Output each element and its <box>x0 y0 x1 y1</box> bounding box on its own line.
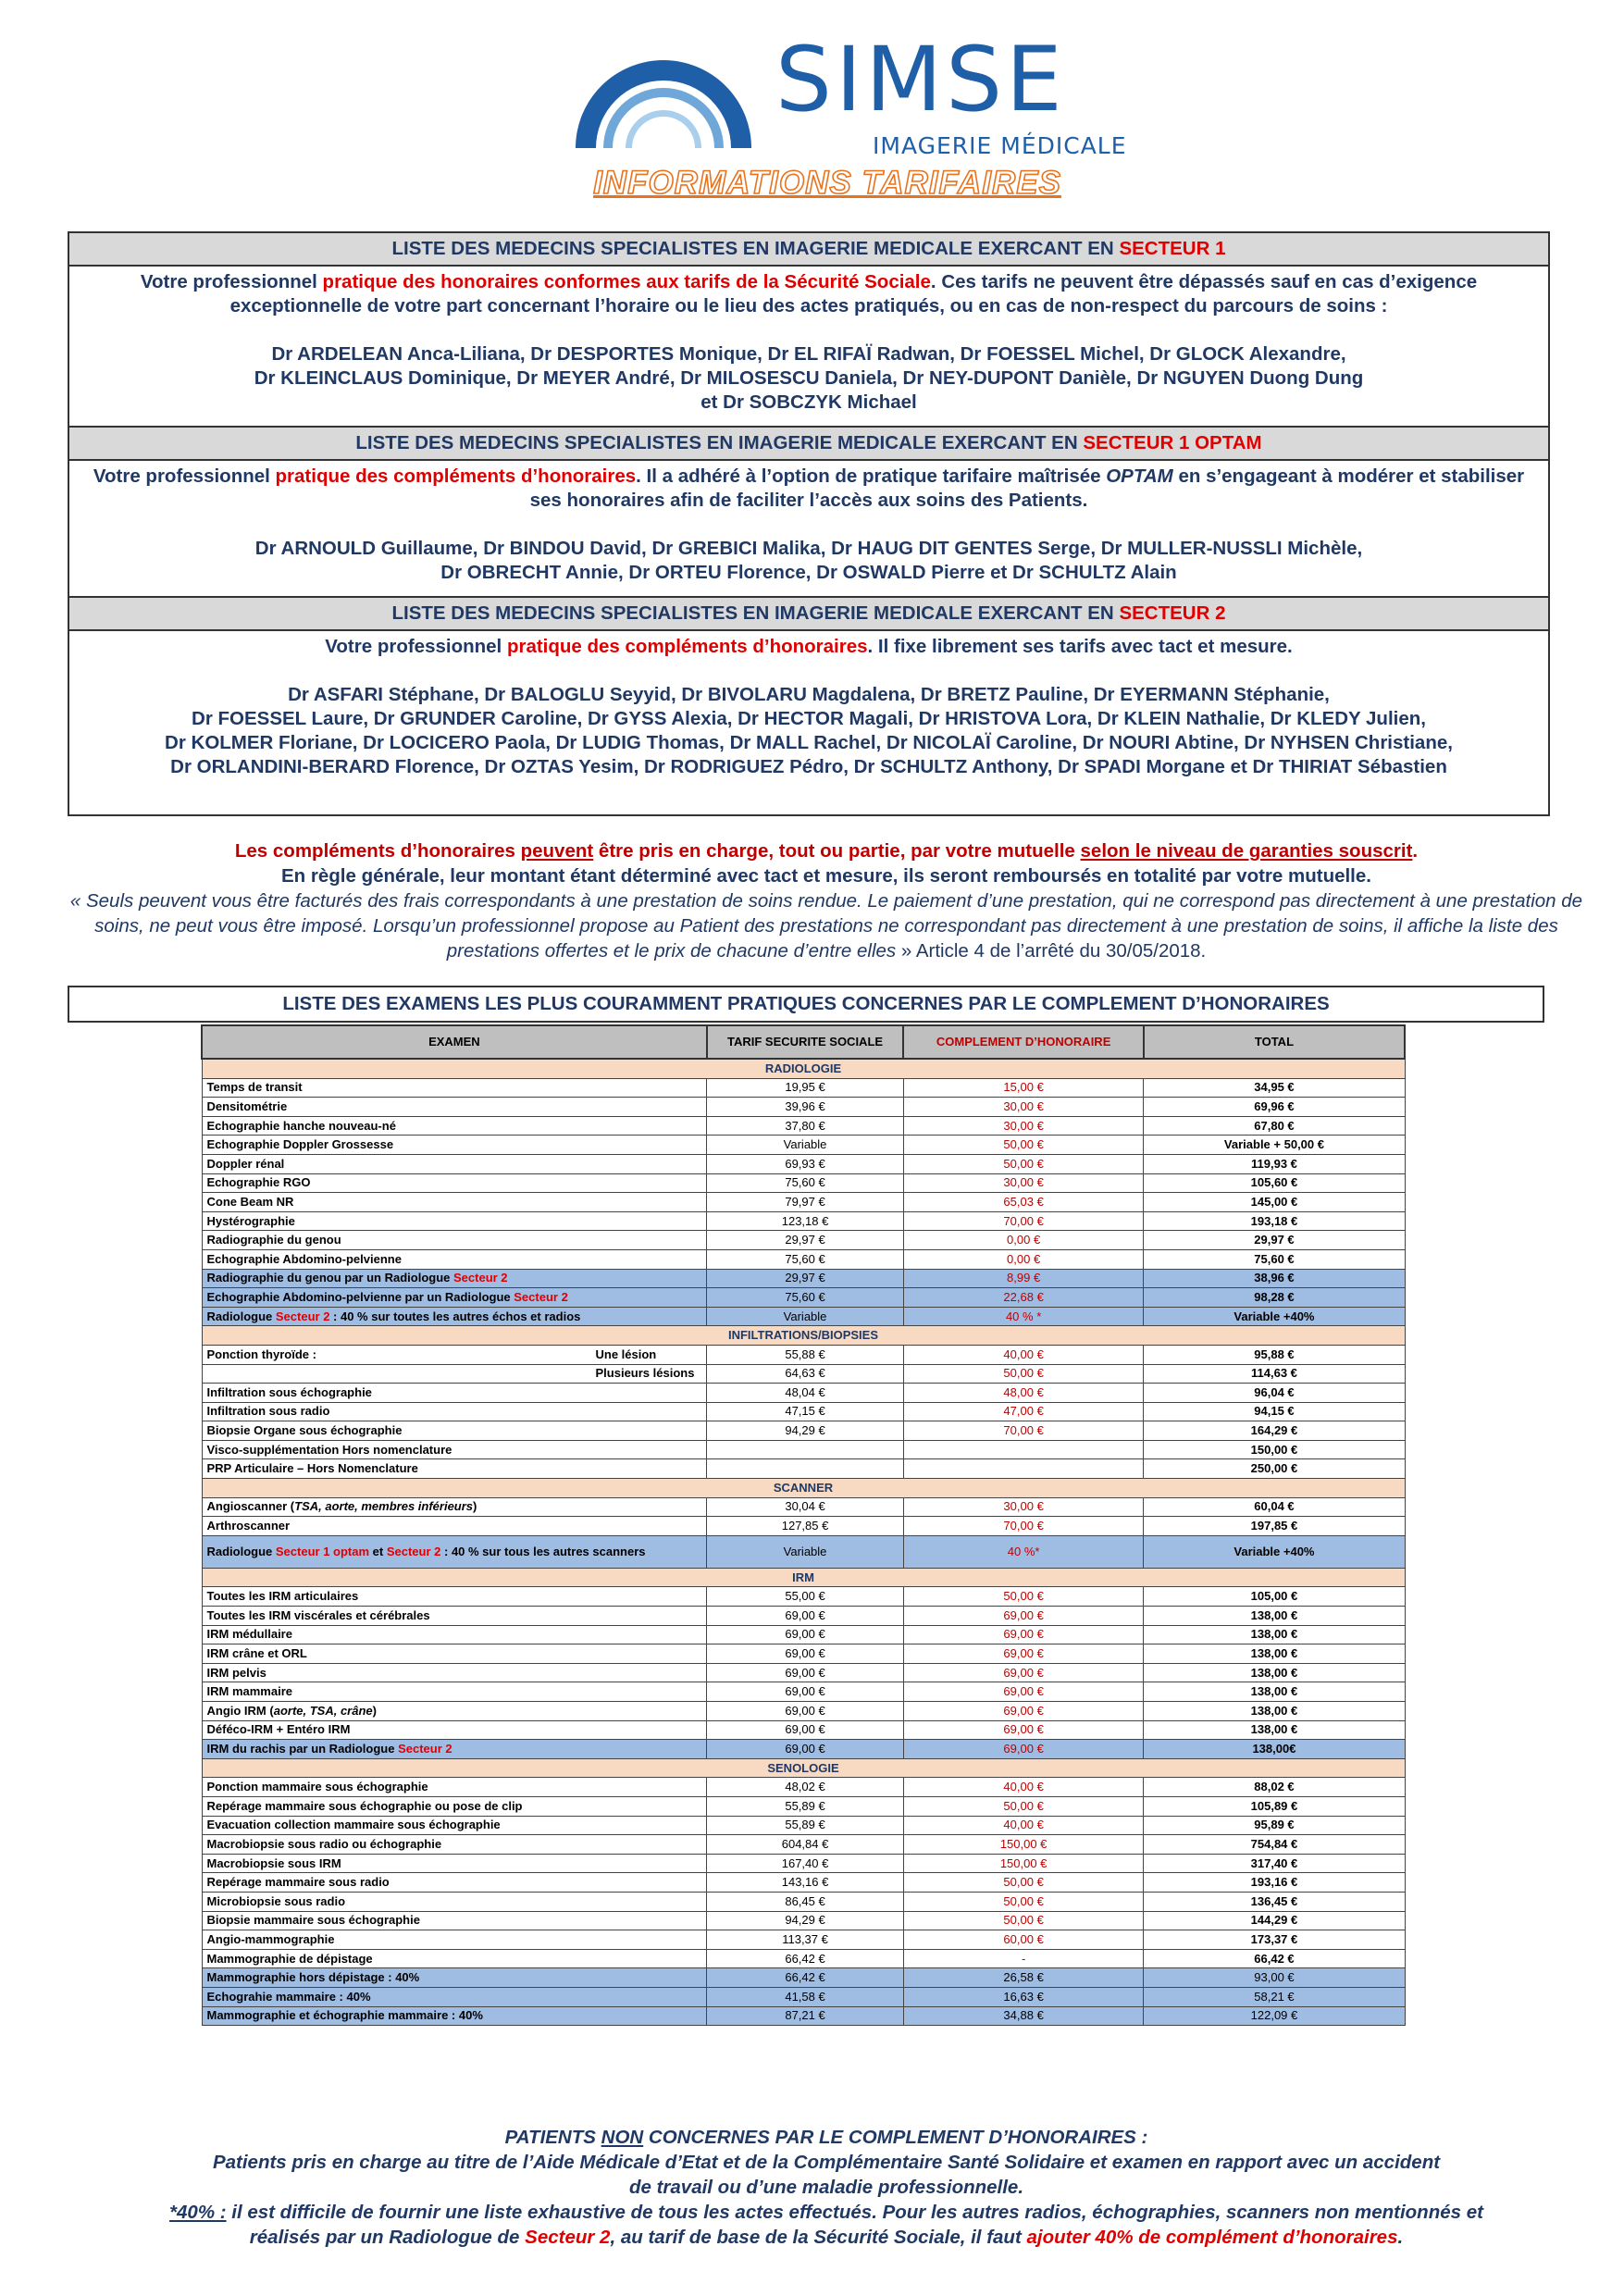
table-row: Repérage mammaire sous radio 143,16 € 50,00 € 193,16 € <box>202 1873 1405 1893</box>
table-row: Toutes les IRM articulaires 55,00 € 50,00 € 105,00 € <box>202 1587 1405 1607</box>
secteur2-body <box>69 631 1548 787</box>
table-row: Temps de transit 19,95 € 15,00 € 34,95 € <box>202 1078 1405 1098</box>
table-row: Mammographie de dépistage 66,42 € - 66,42 € <box>202 1949 1405 1968</box>
exams-table-title: LISTE DES EXAMENS LES PLUS COURAMMENT PRATIQUES CONCERNES PAR LE COMPLEMENT D’HONORAIRES <box>68 986 1544 1023</box>
table-row: Arthroscanner 127,85 € 70,00 € 197,85 € <box>202 1517 1405 1536</box>
footer-line-1: Patients pris en charge au titre de l’Aide Médicale d’Etat et de la Complémentaire Santé Solidaire et examen en rapport avec un accident <box>212 2152 1441 2173</box>
mutuelle-reimbursement: En règle générale, leur montant étant déterminé avec tact et mesure, ils seront remboursés en totalité par votre mutuelle. <box>281 865 1371 887</box>
table-row: Toutes les IRM viscérales et cérébrales 69,00 € 69,00 € 138,00 € <box>202 1607 1405 1626</box>
table-row: Echographie RGO 75,60 € 30,00 € 105,60 € <box>202 1173 1405 1193</box>
category-row: SENOLOGIE <box>202 1758 1405 1778</box>
table-row: Echographie Doppler Grossesse Variable 50,00 € Variable + 50,00 € <box>202 1136 1405 1155</box>
optam-intro: Votre professionnel pratique des compléments d’honoraires. Il a adhéré à l’option de pratique tarifaire maîtrisée OPTAM en s’engageant à modérer et stabiliser ses honoraires afin de faciliter l’accès aux soins des Patients. <box>93 465 1525 511</box>
table-row: Déféco-IRM + Entéro IRM 69,00 € 69,00 € 138,00 € <box>202 1720 1405 1740</box>
table-row: Radiologue Secteur 2 : 40 % sur toutes les autres échos et radios Variable 40 % * Variable +40% <box>202 1307 1405 1326</box>
table-row: Doppler rénal 69,93 € 50,00 € 119,93 € <box>202 1154 1405 1173</box>
table-row: Angioscanner (TSA, aorte, membres inférieurs) 30,04 € 30,00 € 60,04 € <box>202 1497 1405 1517</box>
table-row: Macrobiopsie sous radio ou échographie 604,84 € 150,00 € 754,84 € <box>202 1835 1405 1855</box>
secteur1-intro: Votre professionnel pratique des honoraires conformes aux tarifs de la Sécurité Sociale. Ces tarifs ne peuvent être dépassés sauf en cas d’exigence exceptionnelle de votre part concernant l’horaire ou le lieu des actes pratiqués, ou en cas de non-respect du parcours de soins : <box>140 271 1478 316</box>
secteur2-doctors: Dr ASFARI Stéphane, Dr BALOGLU Seyyid, Dr BIVOLARU Magdalena, Dr BRETZ Pauline, Dr EYERMANN Stéphanie, Dr FOESSEL Laure, Dr GRUNDER Caroline, Dr GYSS Alexia, Dr HECTOR Magali, Dr HRISTOVA Lora, Dr KLEIN Nathalie, Dr KLEDY Julien, Dr KOLMER Floriane, Dr LOCICERO Paola, Dr LUDIG Thomas, Dr MALL Rachel, Dr NICOLAÏ Caroline, Dr NOURI Abtine, Dr NYHSEN Christiane, Dr ORLANDINI-BERARD Florence, Dr OZTAS Yesim, Dr RODRIGUEZ Pédro, Dr SCHULTZ Anthony, Dr SPADI Morgane et Dr THIRIAT Sébastien <box>165 684 1453 777</box>
page-title: INFORMATIONS TARIFAIRES <box>593 165 1061 201</box>
table-row: IRM médullaire 69,00 € 69,00 € 138,00 € <box>202 1625 1405 1644</box>
footer-line-2: de travail ou d’une maladie professionnelle. <box>628 2177 1024 2198</box>
table-row: Plusieurs lésions 64,63 € 50,00 € 114,63 € <box>202 1364 1405 1384</box>
simse-logo-arc-icon <box>566 30 761 150</box>
table-row: Visco-supplémentation Hors nomenclature 150,00 € <box>202 1440 1405 1459</box>
table-row: Evacuation collection mammaire sous échographie 55,89 € 40,00 € 95,89 € <box>202 1816 1405 1835</box>
table-row: Radiographie du genou par un Radiologue Secteur 2 29,97 € 8,99 € 38,96 € <box>202 1269 1405 1288</box>
table-row: IRM pelvis 69,00 € 69,00 € 138,00 € <box>202 1663 1405 1682</box>
optam-body <box>69 461 1548 596</box>
doctors-box <box>68 231 1550 816</box>
optam-doctors: Dr ARNOULD Guillaume, Dr BINDOU David, Dr GREBICI Malika, Dr HAUG DIT GENTES Serge, Dr MULLER-NUSSLI Michèle, Dr OBRECHT Annie, Dr ORTEU Florence, Dr OSWALD Pierre et Dr SCHULTZ Alain <box>254 538 1363 583</box>
table-row: Hystérographie 123,18 € 70,00 € 193,18 € <box>202 1211 1405 1231</box>
table-row: PRP Articulaire – Hors Nomenclature 250,00 € <box>202 1459 1405 1479</box>
table-row: Echographie Abdomino-pelvienne par un Radiologue Secteur 2 75,60 € 22,68 € 98,28 € <box>202 1288 1405 1308</box>
table-row: Infiltration sous radio 47,15 € 47,00 € 94,15 € <box>202 1402 1405 1421</box>
table-row: IRM crâne et ORL 69,00 € 69,00 € 138,00 € <box>202 1644 1405 1664</box>
secteur1-doctors: Dr ARDELEAN Anca-Liliana, Dr DESPORTES Monique, Dr EL RIFAÏ Radwan, Dr FOESSEL Michel, Dr GLOCK Alexandre, Dr KLEINCLAUS Dominique, Dr MEYER André, Dr MILOSESCU Daniela, Dr NEY-DUPONT Danièle, Dr NGUYEN Duong Dung et Dr SOBCZYK Michael <box>254 343 1364 413</box>
table-row: Ponction thyroïde : Une lésion 55,88 € 40,00 € 95,88 € <box>202 1345 1405 1364</box>
header-tarif: TARIF SECURITE SOCIALE <box>707 1025 904 1059</box>
mutuelle-info: Les compléments d’honoraires peuvent être pris en charge, tout ou partie, par votre mutuelle selon le niveau de garanties souscrit. <box>234 840 1419 862</box>
table-row: IRM du rachis par un Radiologue Secteur 2 69,00 € 69,00 € 138,00€ <box>202 1740 1405 1759</box>
table-row: Echographie Abdomino-pelvienne 75,60 € 0,00 € 75,60 € <box>202 1249 1405 1269</box>
category-row: IRM <box>202 1568 1405 1587</box>
table-row: Radiologue Secteur 1 optam et Secteur 2 : 40 % sur tous les autres scanners Variable 40 %* Variable +40% <box>202 1535 1405 1568</box>
table-row: Densitométrie 39,96 € 30,00 € 69,96 € <box>202 1098 1405 1117</box>
table-row: Echographie hanche nouveau-né 37,80 € 30,00 € 67,80 € <box>202 1116 1405 1136</box>
table-row: Cone Beam NR 79,97 € 65,03 € 145,00 € <box>202 1193 1405 1212</box>
table-row: Mammographie et échographie mammaire : 40% 87,21 € 34,88 € 122,09 € <box>202 2006 1405 2026</box>
footer-title: PATIENTS NON CONCERNES PAR LE COMPLEMENT D’HONORAIRES : <box>504 2127 1148 2148</box>
logo-subtitle: IMAGERIE MÉDICALE <box>873 132 1127 159</box>
table-row: Angio IRM (aorte, TSA, crâne) 69,00 € 69,00 € 138,00 € <box>202 1702 1405 1721</box>
table-row: Biopsie Organe sous échographie 94,29 € 70,00 € 164,29 € <box>202 1421 1405 1441</box>
table-row: Angio-mammographie 113,37 € 60,00 € 173,37 € <box>202 1930 1405 1950</box>
table-row: Radiographie du genou 29,97 € 0,00 € 29,97 € <box>202 1231 1405 1250</box>
logo-name: SIMSE <box>775 28 1066 131</box>
header-exam: EXAMEN <box>202 1025 707 1059</box>
table-row: Infiltration sous échographie 48,04 € 48,00 € 96,04 € <box>202 1384 1405 1403</box>
secteur2-intro: Votre professionnel pratique des compléments d’honoraires. Il fixe librement ses tarifs avec tact et mesure. <box>325 636 1293 657</box>
secteur1-heading: LISTE DES MEDECINS SPECIALISTES EN IMAGERIE MEDICALE EXERCANT EN SECTEUR 1 <box>69 233 1548 267</box>
table-row: Echograhie mammaire : 40% 41,58 € 16,63 € 58,21 € <box>202 1987 1405 2006</box>
table-row: Macrobiopsie sous IRM 167,40 € 150,00 € 317,40 € <box>202 1854 1405 1873</box>
header-complement: COMPLEMENT D’HONORAIRE <box>903 1025 1144 1059</box>
category-row: SCANNER <box>202 1479 1405 1498</box>
table-row: Ponction mammaire sous échographie 48,02 € 40,00 € 88,02 € <box>202 1778 1405 1797</box>
footer-note-2: réalisés par un Radiologue de Secteur 2, au tarif de base de la Sécurité Sociale, il faut ajouter 40% de complément d’honoraires. <box>249 2227 1404 2248</box>
table-row: Repérage mammaire sous échographie ou pose de clip 55,89 € 50,00 € 105,89 € <box>202 1796 1405 1816</box>
table-header-row <box>202 1025 1405 1059</box>
tarif-table <box>201 1024 1406 2026</box>
footer-note-1: *40% : il est difficile de fournir une liste exhaustive de tous les actes effectués. Pour les autres radios, échographies, scanners non mentionnés et <box>169 2202 1483 2223</box>
category-row: INFILTRATIONS/BIOPSIES <box>202 1326 1405 1346</box>
table-row: Microbiopsie sous radio 86,45 € 50,00 € 136,45 € <box>202 1892 1405 1911</box>
secteur2-heading: LISTE DES MEDECINS SPECIALISTES EN IMAGERIE MEDICALE EXERCANT EN SECTEUR 2 <box>69 598 1548 631</box>
secteur1-body <box>69 267 1548 426</box>
table-row: Mammographie hors dépistage : 40% 66,42 € 26,58 € 93,00 € <box>202 1968 1405 1988</box>
optam-heading: LISTE DES MEDECINS SPECIALISTES EN IMAGERIE MEDICALE EXERCANT EN SECTEUR 1 OPTAM <box>69 428 1548 461</box>
table-row: IRM mammaire 69,00 € 69,00 € 138,00 € <box>202 1682 1405 1702</box>
legal-quote: « Seuls peuvent vous être facturés des frais correspondants à une prestation de soins rendue. Le paiement d’une prestation, qui ne correspond pas directement à une prestation de soins, ne peut vous être imposé. Lorsqu’un professionnel propose au Patient des prestations ne correspondant pas directement à une prestation de soins, il affiche la liste des prestations offertes et le prix de chacune d’entre elles » Article 4 de l’arrêté du 30/05/2018. <box>69 890 1583 962</box>
table-row: Biopsie mammaire sous échographie 94,29 € 50,00 € 144,29 € <box>202 1911 1405 1930</box>
header-total: TOTAL <box>1144 1025 1405 1059</box>
category-row: RADIOLOGIE <box>202 1059 1405 1078</box>
